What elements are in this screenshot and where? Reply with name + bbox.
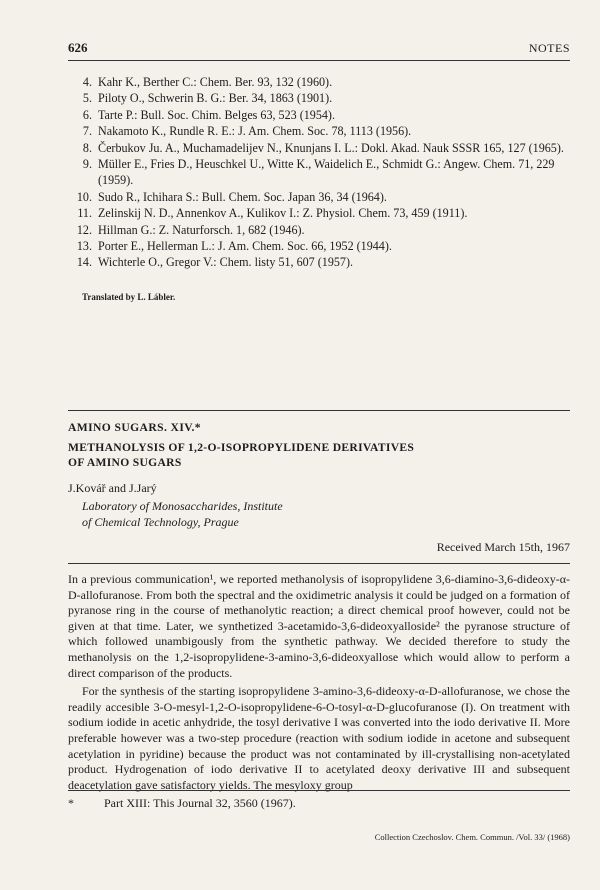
reference-item: 10. Sudo R., Ichihara S.: Bull. Chem. Soc. Japan 36, 34 (1964).	[76, 189, 387, 204]
footnote-text: Part XIII: This Journal 32, 3560 (1967).	[104, 796, 296, 810]
footnote	[68, 796, 296, 811]
article-series: AMINO SUGARS. XIV.*	[68, 421, 202, 434]
affiliation-line: of Chemical Technology, Prague	[82, 515, 239, 529]
reference-item: 12. Hillman G.: Z. Naturforsch. 1, 682 (1946).	[76, 222, 305, 237]
reference-item: 11. Zelinskij N. D., Annenkov A., Kulikov I.: Z. Physiol. Chem. 73, 459 (1911).	[77, 206, 468, 221]
article-rule	[68, 410, 570, 411]
article-affiliation	[82, 498, 283, 530]
translator-credit: Translated by L. Lábler.	[82, 292, 176, 302]
running-header	[68, 40, 570, 56]
reference-item: 5. Piloty O., Schwerin B. G.: Ber. 34, 1863 (1901).	[82, 91, 333, 106]
reference-item: 6. Tarte P.: Bull. Soc. Chim. Belges 63, 523 (1954).	[82, 107, 335, 122]
footnote-rule	[68, 790, 570, 791]
article-body	[68, 572, 570, 793]
reference-item: 4. Kahr K., Berther C.: Chem. Ber. 93, 132 (1960).	[82, 75, 333, 89]
journal-footer: Collection Czechoslov. Chem. Commun. /Vol. 33/ (1968)	[374, 832, 570, 842]
reference-item: 9. Müller E., Fries D., Heuschkel U., Witte K., Waidelich E., Schmidt G.: Angew. Chem. 71, 229 (1959).	[82, 157, 555, 188]
body-paragraph: In a previous communication¹, we reported methanolysis of isopropylidene 3,6-diamino-3,6-dideoxy-α-D-allofuranose. From both the spectral and the oxidimetric analysis it could be judged on a formation of pyranose ring in the course of methanolytic reaction; a direct chemical proof however, could not be given at that time. Later, we synthetized 3-acetamido-3,6-dideoxyalloside² the pyranose structure of which followed unambigously from the synthetic pathway. We decided therefore to study the methanolysis on the 1,2-isopropylidene-3-amino-3,6-dideoxyallose which would allow to perform a direct comparison of the products.	[68, 572, 570, 680]
article-title-line: OF AMINO SUGARS	[68, 456, 182, 469]
page-number: 626	[68, 40, 88, 55]
reference-list	[68, 74, 570, 271]
footnote-mark: *	[68, 796, 74, 810]
reference-item: 7. Nakamoto K., Rundle R. E.: J. Am. Chem. Soc. 78, 1113 (1956).	[82, 124, 412, 139]
received-date: Received March 15th, 1967	[436, 540, 570, 554]
header-rule	[68, 60, 570, 61]
article-title-line: METHANOLYSIS OF 1,2-O-ISOPROPYLIDENE DERIVATIVES	[68, 441, 415, 454]
reference-item: 13. Porter E., Hellerman L.: J. Am. Chem. Soc. 66, 1952 (1944).	[76, 239, 392, 254]
section-title: NOTES	[528, 41, 570, 55]
body-rule	[68, 563, 570, 564]
reference-item: 8. Čerbukov Ju. A., Muchamadelijev N., Knunjans I. L.: Dokl. Akad. Nauk SSSR 165, 127 (1965).	[82, 140, 564, 155]
body-paragraph: For the synthesis of the starting isopropylidene 3-amino-3,6-dideoxy-α-D-allofuranose, we chose the readily accesible 3-O-mesyl-1,2-O-isopropylidene-6-O-tosyl-α-D-glucofuranose (I). On treatment with sodium iodide in acetic anhydride, the tosyl derivative I was converted into the iodo derivative II. More preferable however was a two-step procedure (reaction with sodium iodide in acetone and subsequent acetylation in pyridine) because the product was not contaminated by ill-crystallising non-acetylated product. Hydrogenation of iodo derivative II to acetylated deoxy derivative III and subsequent deacetylation gave satisfactory yields. The mesyloxy group	[68, 684, 570, 792]
reference-item: 14. Wichterle O., Gregor V.: Chem. listy 51, 607 (1957).	[76, 255, 354, 270]
affiliation-line: Laboratory of Monosaccharides, Institute	[82, 499, 283, 513]
article-title	[68, 440, 570, 470]
article-authors: J.Kovář and J.Jarý	[68, 481, 157, 495]
